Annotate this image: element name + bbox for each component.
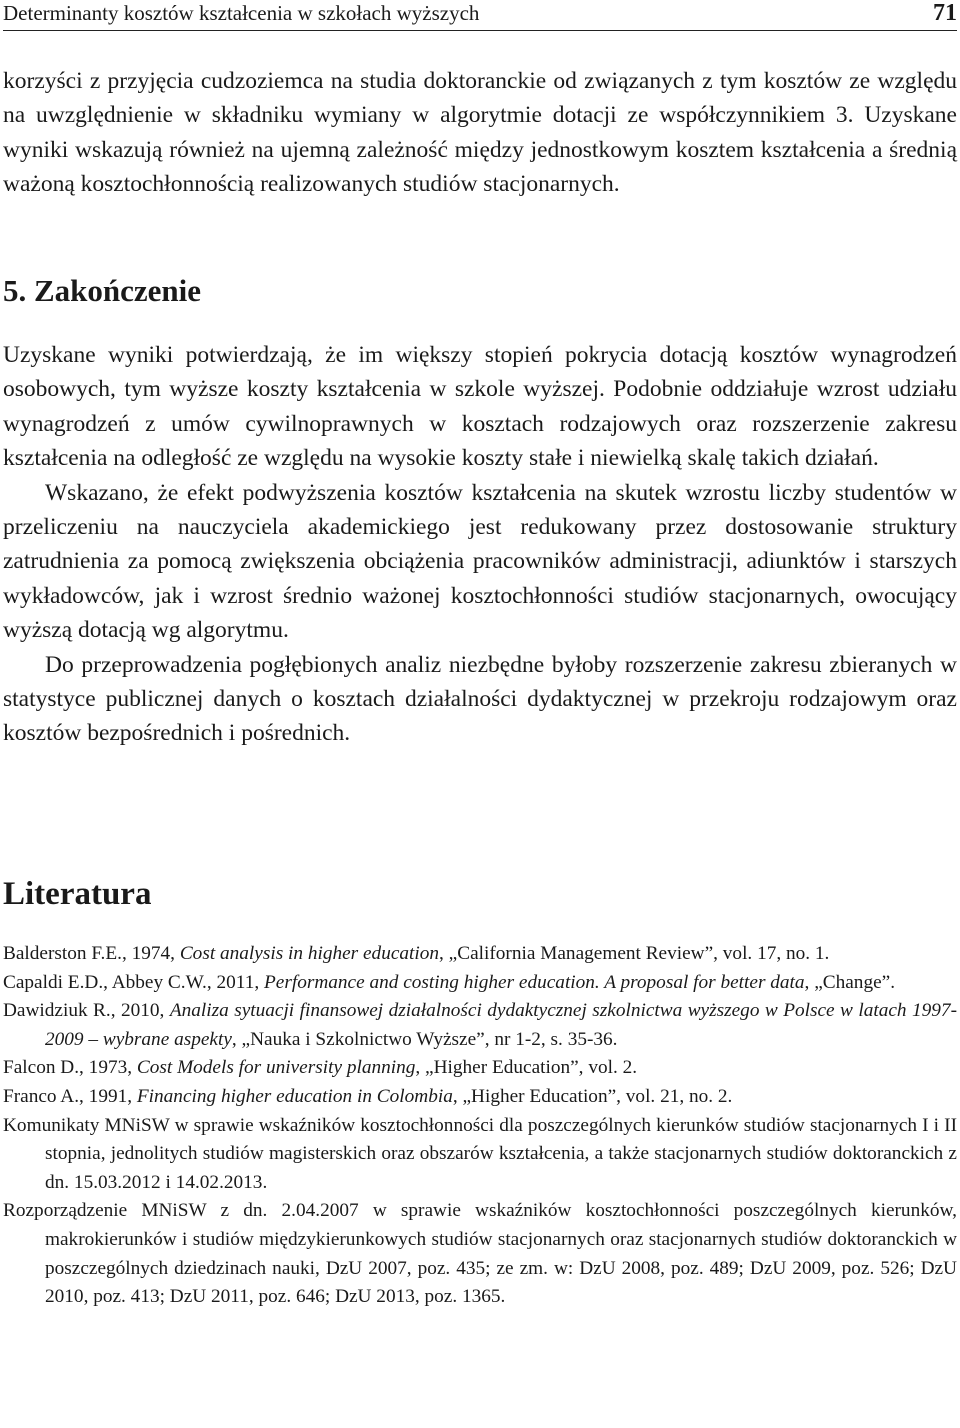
reference-item [3, 940, 957, 969]
reference-item [3, 969, 957, 998]
ref-text: Komunikaty MNiSW w sprawie wskaźników kosztochłonności dla poszczególnych kierunków studiów stacjonarnych I i II stopnia, jednolitych studiów magisterskich oraz obszarów kształcenia, a także stacjonarnych studiów doktoranckich z dn. 15.03.2012 i 14.02.2013. [3, 1114, 957, 1193]
section-body [3, 338, 957, 751]
ref-rest: , „California Management Review”, vol. 17, no. 1. [439, 943, 830, 964]
reference-item [3, 1197, 957, 1311]
body-paragraph: Do przeprowadzenia pogłębionych analiz niezbędne byłoby rozszerzenie zakresu zbieranych w statystyce publicznej danych o kosztach działalności dydaktycznej w przekroju rodzajowym oraz kosztów bezpośrednich i pośrednich. [3, 651, 957, 747]
ref-text: Rozporządzenie MNiSW z dn. 2.04.2007 w sprawie wskaźników kosztochłonności poszczególnych kierunków, makrokierunków i studiów międzykierunkowych studiów stacjonarnych oraz stacjonarnych studiów doktoranckich w poszczególnych dziedzinach nauki, DzU 2007, poz. 435; ze zm. w: DzU 2008, poz. 489; DzU 2009, poz. 526; DzU 2010, poz. 413; DzU 2011, poz. 646; DzU 2013, poz. 1365. [3, 1200, 957, 1308]
ref-rest: , „Higher Education”, vol. 21, no. 2. [452, 1085, 733, 1107]
page-number: 71 [933, 0, 957, 26]
ref-authors: Dawidziuk R., 2010, [3, 1000, 170, 1022]
ref-authors: Franco A., 1991, [3, 1085, 137, 1107]
body-paragraph: Wskazano, że efekt podwyższenia kosztów kształcenia na skutek wzrostu liczby studentów w przeliczeniu na nauczyciela akademickiego jest redukowany przez dostosowanie struktury zatrudnienia za pomocą zwiększenia obciążenia pracowników administracji, adiunktów i starszych wykładowców, jak i wzrost średnio ważonej kosztochłonności studiów stacjonarnych, owocujący wyższą dotacją wg algorytmu. [3, 479, 957, 644]
body-paragraph: korzyści z przyjęcia cudzoziemca na studia doktoranckie od związanych z tym kosztów ze względu na uwzględnienie w składniku wymiany w algorytmie dotacji ze współczynnikiem 3. Uzyskane wyniki wskazują również na ujemną zależność między jednostkowym kosztem kształcenia a średnią ważoną kosztochłonnością realizowanych studiów stacjonarnych. [3, 68, 957, 198]
ref-title: Financing higher education in Colombia [136, 1085, 453, 1107]
running-title: Determinanty kosztów kształcenia w szkołach wyższych [3, 1, 480, 25]
reference-item [3, 997, 957, 1054]
ref-rest: , „Higher Education”, vol. 2. [415, 1057, 638, 1079]
body-paragraph: Uzyskane wyniki potwierdzają, że im większy stopień pokrycia dotacją kosztów wynagrodzeń osobowych, tym wyższe koszty kształcenia w szkole wyższej. Podobnie oddziałuje wzrost udziału wynagrodzeń z umów cywilnoprawnych w kosztach rodzajowych oraz rozszerzenie zakresu kształcenia na odległość ze względu na wysokie koszty stałe i niewielką skalę takich działań. [3, 342, 957, 472]
ref-authors: Capaldi E.D., Abbey C.W., 2011, [3, 971, 264, 993]
ref-title: Cost Models for university planning [136, 1057, 416, 1079]
ref-title: Performance and costing higher education. A proposal for better data [264, 971, 805, 993]
ref-authors: Balderston F.E., 1974, [3, 943, 180, 964]
ref-title: Analiza sytuacji finansowej działalności dydaktycznej szkolnictwa wyższego w Polsce w latach 1997-2009 – wybrane aspekty [45, 1000, 957, 1050]
ref-rest: , „Change”. [804, 971, 896, 993]
ref-authors: Falcon D., 1973, [3, 1057, 137, 1079]
running-header [3, 0, 957, 31]
section-heading: 5. Zakończenie [3, 273, 202, 308]
literature-heading: Literatura [3, 876, 152, 912]
ref-rest: , „Nauka i Szkolnictwo Wyższe”, nr 1-2, s. 35-36. [231, 1028, 618, 1050]
intro-paragraph-block [3, 64, 957, 202]
reference-list [3, 940, 957, 1312]
reference-item [3, 1112, 957, 1198]
reference-item [3, 1054, 957, 1083]
ref-title: Cost analysis in higher education [179, 943, 440, 964]
reference-item [3, 1083, 957, 1112]
